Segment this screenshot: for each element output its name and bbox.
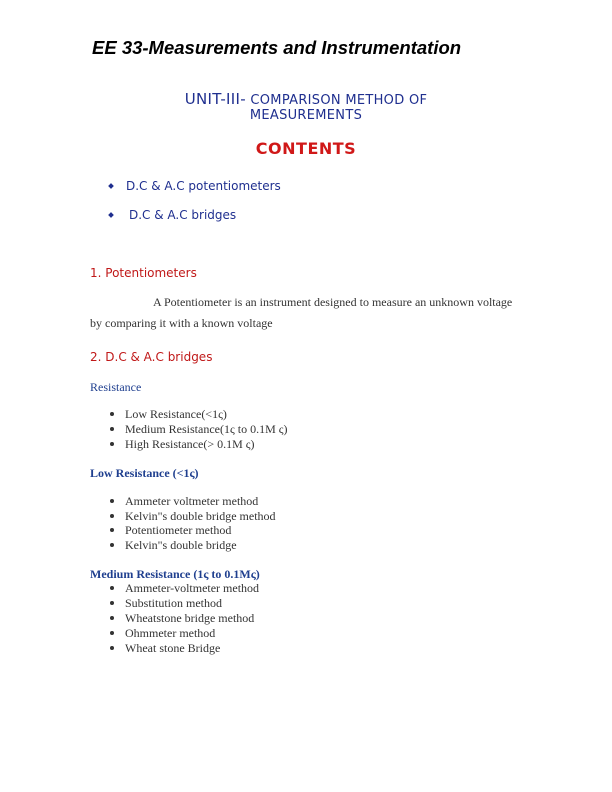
bullet-icon — [110, 543, 114, 547]
bullet-icon — [110, 499, 114, 503]
bullet-icon — [110, 442, 114, 446]
unit-title-line2: MEASUREMENTS — [249, 108, 363, 123]
list-item: Ammeter-voltmeter method — [125, 581, 260, 595]
list-item: Ammeter voltmeter method — [125, 494, 259, 508]
section-heading-bridges: 2. D.C & A.C bridges — [90, 350, 213, 364]
unit-title-text: COMPARISON METHOD OF — [250, 93, 428, 108]
paragraph-line: A Potentiometer is an instrument designed to measure an unknown voltage — [153, 295, 513, 309]
list-item: Wheatstone bridge method — [125, 611, 255, 625]
section-heading-potentiometers: 1. Potentiometers — [90, 266, 197, 280]
list-item: Substitution method — [125, 596, 223, 610]
toc-item: D.C & A.C potentiometers — [126, 179, 281, 193]
list-item: Low Resistance(<1ς) — [125, 407, 227, 421]
bullet-icon — [110, 631, 114, 635]
medium-resistance-heading: Medium Resistance (1ς to 0.1Mς) — [90, 567, 260, 581]
list-item: High Resistance(> 0.1M ς) — [125, 437, 255, 451]
contents-heading: CONTENTS — [255, 139, 357, 158]
paragraph-line: by comparing it with a known voltage — [90, 316, 273, 330]
bullet-icon — [110, 412, 114, 416]
bullet-icon — [110, 646, 114, 650]
toc-bullet-icon — [108, 212, 114, 218]
toc-bullet-icon — [108, 183, 114, 189]
list-item: Wheat stone Bridge — [125, 641, 221, 655]
bullet-icon — [110, 616, 114, 620]
unit-title-line1 — [0, 90, 612, 108]
list-item: Potentiometer method — [125, 523, 232, 537]
resistance-heading: Resistance — [90, 380, 142, 394]
bullet-icon — [110, 514, 114, 518]
list-item: Kelvin"s double bridge — [125, 538, 237, 552]
list-item: Medium Resistance(1ς to 0.1M ς) — [125, 422, 288, 436]
bullet-icon — [110, 528, 114, 532]
bullet-icon — [110, 601, 114, 605]
course-title: EE 33-Measurements and Instrumentation — [92, 37, 462, 58]
toc-item: D.C & A.C bridges — [129, 208, 237, 222]
low-resistance-heading: Low Resistance (<1ς) — [90, 466, 199, 480]
bullet-icon — [110, 427, 114, 431]
bullet-icon — [110, 586, 114, 590]
list-item: Ohmmeter method — [125, 626, 216, 640]
unit-prefix: UNIT-III- — [184, 90, 246, 108]
list-item: Kelvin"s double bridge method — [125, 509, 276, 523]
